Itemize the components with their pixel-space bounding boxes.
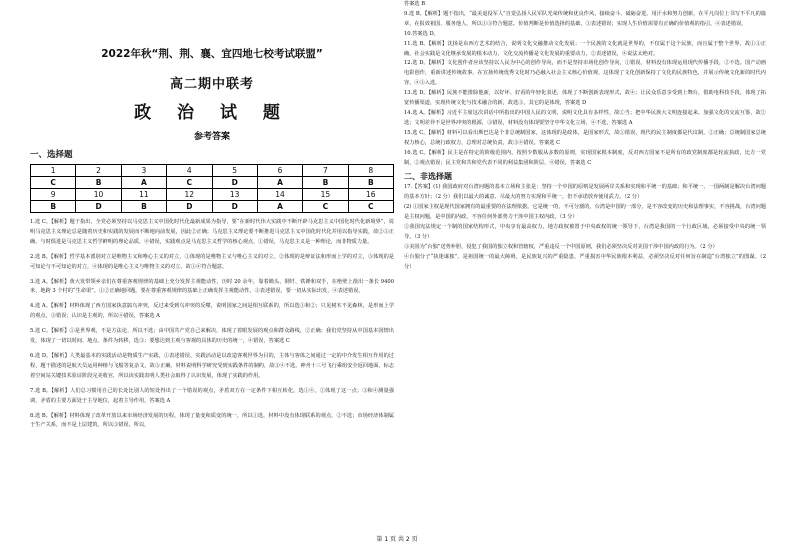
answer-letter-cell: B — [121, 201, 166, 213]
answer-table — [30, 164, 394, 213]
question-17-answer — [404, 183, 766, 272]
explanation-paragraph: 1.选 C。【解析】题干指出，全党必须坚持以马克思主义中国化时代化最新成果为指导，要“在新时代伟大实践中不断开辟马克思主义中国化时代化新境界”，说明马克思主义理论总是随着历史和实践的发展而不断地向前发展，因此②正确；马克思主义理论要不断推进马克思主义中国化时代化并用以指导实践，故②③正确。与时俱进是马克思主义哲学鲜明的理论品质，④错误，实践观点是马克思主义哲学的核心观点，①错误，马克思主义是一种理论，而非物质力量。 — [30, 219, 394, 245]
answer-letter-cell: A — [257, 177, 302, 189]
question-number-cell: 14 — [257, 189, 302, 201]
answer-letter-cell: A — [121, 177, 166, 189]
explanation-paragraph: 14.选 A。【解析】习近平主席这次讲话中所指出的中国人民的文明，说明文化具有多样性，故①当；把中华民族大文明连接起来，加强文化的交流互鉴，故②选；文明差异不是世界冲突的根源，③错误，材料没有体现要坚守中华文化立场，④不选，答案选 A — [404, 109, 766, 126]
answer-letter-cell: B — [348, 177, 393, 189]
question-number-row — [31, 189, 394, 201]
explanation-paragraph: ④台独分子“执迷谋独”，是祖国统一的最大障碍，是民族复兴的严重隐患，严重损害中华民族根本利益，必须坚决反对任何旨在制造“台湾独立”的图谋。（2 分） — [404, 253, 766, 270]
question-number-cell: 3 — [121, 165, 166, 177]
explanation-paragraph: 9.选 B。【解析】题干指出，“最美退役军人”自觉弘扬人民军队光荣传统和优良作风，接续奋斗、砥砺奋进，用汗水和努力创新，在平凡岗位上书写不平凡的篇章，在报效祖国、服务他人，所以①③符合题意。价值判断是价值选择的基础，①表述错误；实现人生价值需要有正确的价值观的指引，④表述错误。 — [404, 10, 766, 27]
answer-letter-cell: A — [257, 201, 302, 213]
left-explanations — [30, 218, 394, 431]
explanation-paragraph: 答案选 B — [404, 1, 426, 7]
explanation-paragraph: 15.选 C。【解析】材料可以看出斯巴达是个非总统制国家，这体现的是政体，是国家形式，故①错误，现代的民主制度都是代议制，②正确；总统制国家总统权力核心，总统行政权力，总理对总统负责，故③④错误。答案选 C — [404, 129, 766, 146]
exam-union-title: 2022年秋“荆、荆、襄、宜四地七校考试联盟” — [101, 48, 323, 60]
question-number-cell: 5 — [212, 165, 257, 177]
explanation-paragraph: 12.选 D。【解析】文化创作者应该坚持以人民为中心的创作导向，而不是坚持市场化创作导向，①错误。材料没有体现运用现代传播手段，②不选。国产动画电影创作，重新讲述传统故事，在宣扬传统优秀文化时乃必融入社会主义核心价值观，这体现了文化创新保持了文化的民族特色，并展示传统文化新的时代内容，④③入选。 — [404, 60, 766, 87]
answer-key-title: 参考答案 — [193, 132, 230, 142]
left-column — [30, 0, 394, 550]
question-number-cell: 7 — [303, 165, 348, 177]
explanation-paragraph: 6.选 D。【解析】人类最基本的实践活动是物质生产实践，①表述错误。实践活动是以改造客观世界为目的，主体与客体之间通过一定的中介发生相互作用的过程，题干描述的是航天员运用种植与飞船等复杂文，故③正确。材料说明科学研究受到实践条件的制约，故③④不选。神舟十三号飞行乘组安全返回地面，标志着空间站关键技术验证阶段完美收官，所以该实践表明人类社会取得了认识发展，体现了实践的作用。 — [30, 352, 394, 379]
explanation-paragraph: 8.选 B。【解析】材料体现了改革开放以来市场经济发展的历程，体现了量变和质变的统一，所以①选，材料中没有体现联系的观点，②不选；市场经济体制属于生产关系，而不是上层建筑，所以③错误，所以， — [30, 412, 394, 429]
question-number-cell: 8 — [348, 165, 393, 177]
explanation-paragraph: 11.选 B。【解析】沈扬是东西方艺术的结合，说明文化交融推动文化发展；一个民族的文化就是世界的，不仅属于这个民族，而且属于整个世界，故①③正确。社会实践是文化继承发展的根本动力，文化交流传播是文化发展的重要动力，②表述错误，④说法太绝对。 — [404, 40, 766, 57]
answer-letter-cell: B — [303, 177, 348, 189]
answer-letter-row — [31, 177, 394, 189]
explanation-paragraph: ②我国宪法规定一个制的国家结构形式，中央享有最高权力，地方政权被置于中央政权的统一领导下，台湾是我国的一个行政区域，必须接受中央的统一领导。（3 分） — [404, 224, 766, 240]
section-choice-title: 一、选择题 — [30, 150, 73, 160]
question-number-cell: 15 — [303, 189, 348, 201]
question-number-cell: 11 — [121, 189, 166, 201]
right-column — [404, 0, 766, 550]
exam-name: 高二期中联考 — [169, 77, 254, 92]
question-number-cell: 6 — [257, 165, 302, 177]
answer-letter-cell: C — [348, 201, 393, 213]
answer-letter-cell: D — [76, 201, 121, 213]
explanation-paragraph: ③美国为“台独”送势补胆，侵犯了我国的独立权和管辖权，严重违反一个中国原则，我们必须坚决反对美国干涉中国内政的行为。（2 分） — [404, 243, 718, 250]
explanation-paragraph: 2.选 B。【解析】哲学基本派别对立是唯物主义和唯心主义的对立，①体现的是唯物主义与唯心主义的对立。②体现的是辩证法和形而上学的对立，③体现的是可知论与不可知论的对立，④体现的是唯心主义与唯物主义的对立。故①④符合题意。 — [30, 253, 394, 270]
page-footer: 第 1 页 共 2 页 — [376, 536, 418, 543]
explanation-paragraph: 13.选 D。【解析】民族不能排除他新，以好坏、好看的年轻化表述，体现了不断创新表现形式，故④；让民众乐意享受到上舞台，借助电科技手段，体现了拓宽传播渠道，实现传统文化与技术融合的新，故选③，其它的是体现，答案选 D — [404, 90, 766, 107]
explanation-paragraph: 4.选 A。【解析】材料体现了西方国家执意搞乌冲突，反过来受到乌冲突的反噬，说明国家之间是相互联系的，所以选①和②；只见树木不见森林，是形而上学的观点，③错误；认识是主观的，所以④错误，答案选 A — [30, 303, 394, 320]
answer-letter-cell: C — [31, 177, 76, 189]
explanation-paragraph: 17.【答案】(1) 我国政府对台湾问题的基本立场和主张是：坚持一个中国的原则是发展两岸关系和实现和平统一的基础；和平统一、一国两制是解决台湾问题的基本方针；（2 分）我们以最大的诚意、尽最大的努力实现和平统一，但不承诺放弃使用武力。（2 分） — [404, 184, 766, 201]
explanation-paragraph: 7.选 B。【解析】人们总习惯用自己的长处比别人的短处得出了一个错误的观点，矛盾双方在一定条件下相互转化，选①④，②体现了这一点；③和④测量强调，矛盾的主要方面处于主导地位，起着主导作用，答案选 A — [30, 387, 394, 404]
question-number-cell: 9 — [31, 189, 76, 201]
explanation-paragraph: 5.选 C。【解析】①是世界观，不是方法论，所以不选；由中国共产党自己来解决，体现了着眼发展的观点和群众路线，②正确；我们党坚持从中国基本国情出发，体现了一切以时间、地点、条件为转移，选③；要想达到主观与客观的具体的历史的统一，④错误，答案选 C — [30, 328, 394, 345]
explanation-paragraph: 16.选 C。【解析】民主是在特定的阶级范围内，按照少数服从多数的原则，实现国家根本制度，反对西方国家不是所有的政党制度都是轮流执政，比方一党制，②观点错误；民主党和共和党代表不同的利益集团和阶层，④错误，答案选 C — [404, 149, 766, 166]
question-number-cell: 12 — [167, 189, 212, 201]
answer-letter-cell: D — [212, 201, 257, 213]
right-explanations — [404, 0, 766, 168]
answer-letter-cell: D — [167, 201, 212, 213]
explanation-paragraph: 3.选 A。【解析】黄大发带领乡亲们在尊重客观规律的基础上充分发挥主观能动性，历时 20 余年，靠着锄头、钢钎、铁锤和双手，在绝壁上凿出一条长 9400 米，地跨 3 个村的“生命渠”。①②正确地回题。要在尊重客观规律的基础上正确发挥主观能动性，③表述错误，要一切从实际出发，④表述错误。 — [30, 278, 394, 295]
question-number-cell: 16 — [348, 189, 393, 201]
explanation-paragraph: 10.答案选 D。 — [404, 30, 439, 37]
answer-letter-cell: C — [303, 201, 348, 213]
explanation-paragraph: (2) ①国家主权是现代国家拥有的最重要的在法理依据。它是统一的，不可分割的，台湾是中国的一部分，是不容改变的历史和法理事实，不容挑战，台湾问题是主权问题，是中国的内政，不容任何外部势力干涉中国主权内政。（3 分） — [404, 204, 766, 221]
question-number-cell: 13 — [212, 189, 257, 201]
question-number-row — [31, 165, 394, 177]
answer-letter-cell: D — [212, 177, 257, 189]
answer-letter-cell: B — [76, 177, 121, 189]
question-number-cell: 1 — [31, 165, 76, 177]
section-essay-title: 二、非选择题 — [404, 172, 452, 182]
subject-title: 政 治 试 题 — [134, 103, 290, 123]
answer-letter-cell: B — [31, 201, 76, 213]
answer-letter-cell: C — [167, 177, 212, 189]
question-number-cell: 4 — [167, 165, 212, 177]
answer-letter-row — [31, 201, 394, 213]
question-number-cell: 10 — [76, 189, 121, 201]
question-number-cell: 2 — [76, 165, 121, 177]
